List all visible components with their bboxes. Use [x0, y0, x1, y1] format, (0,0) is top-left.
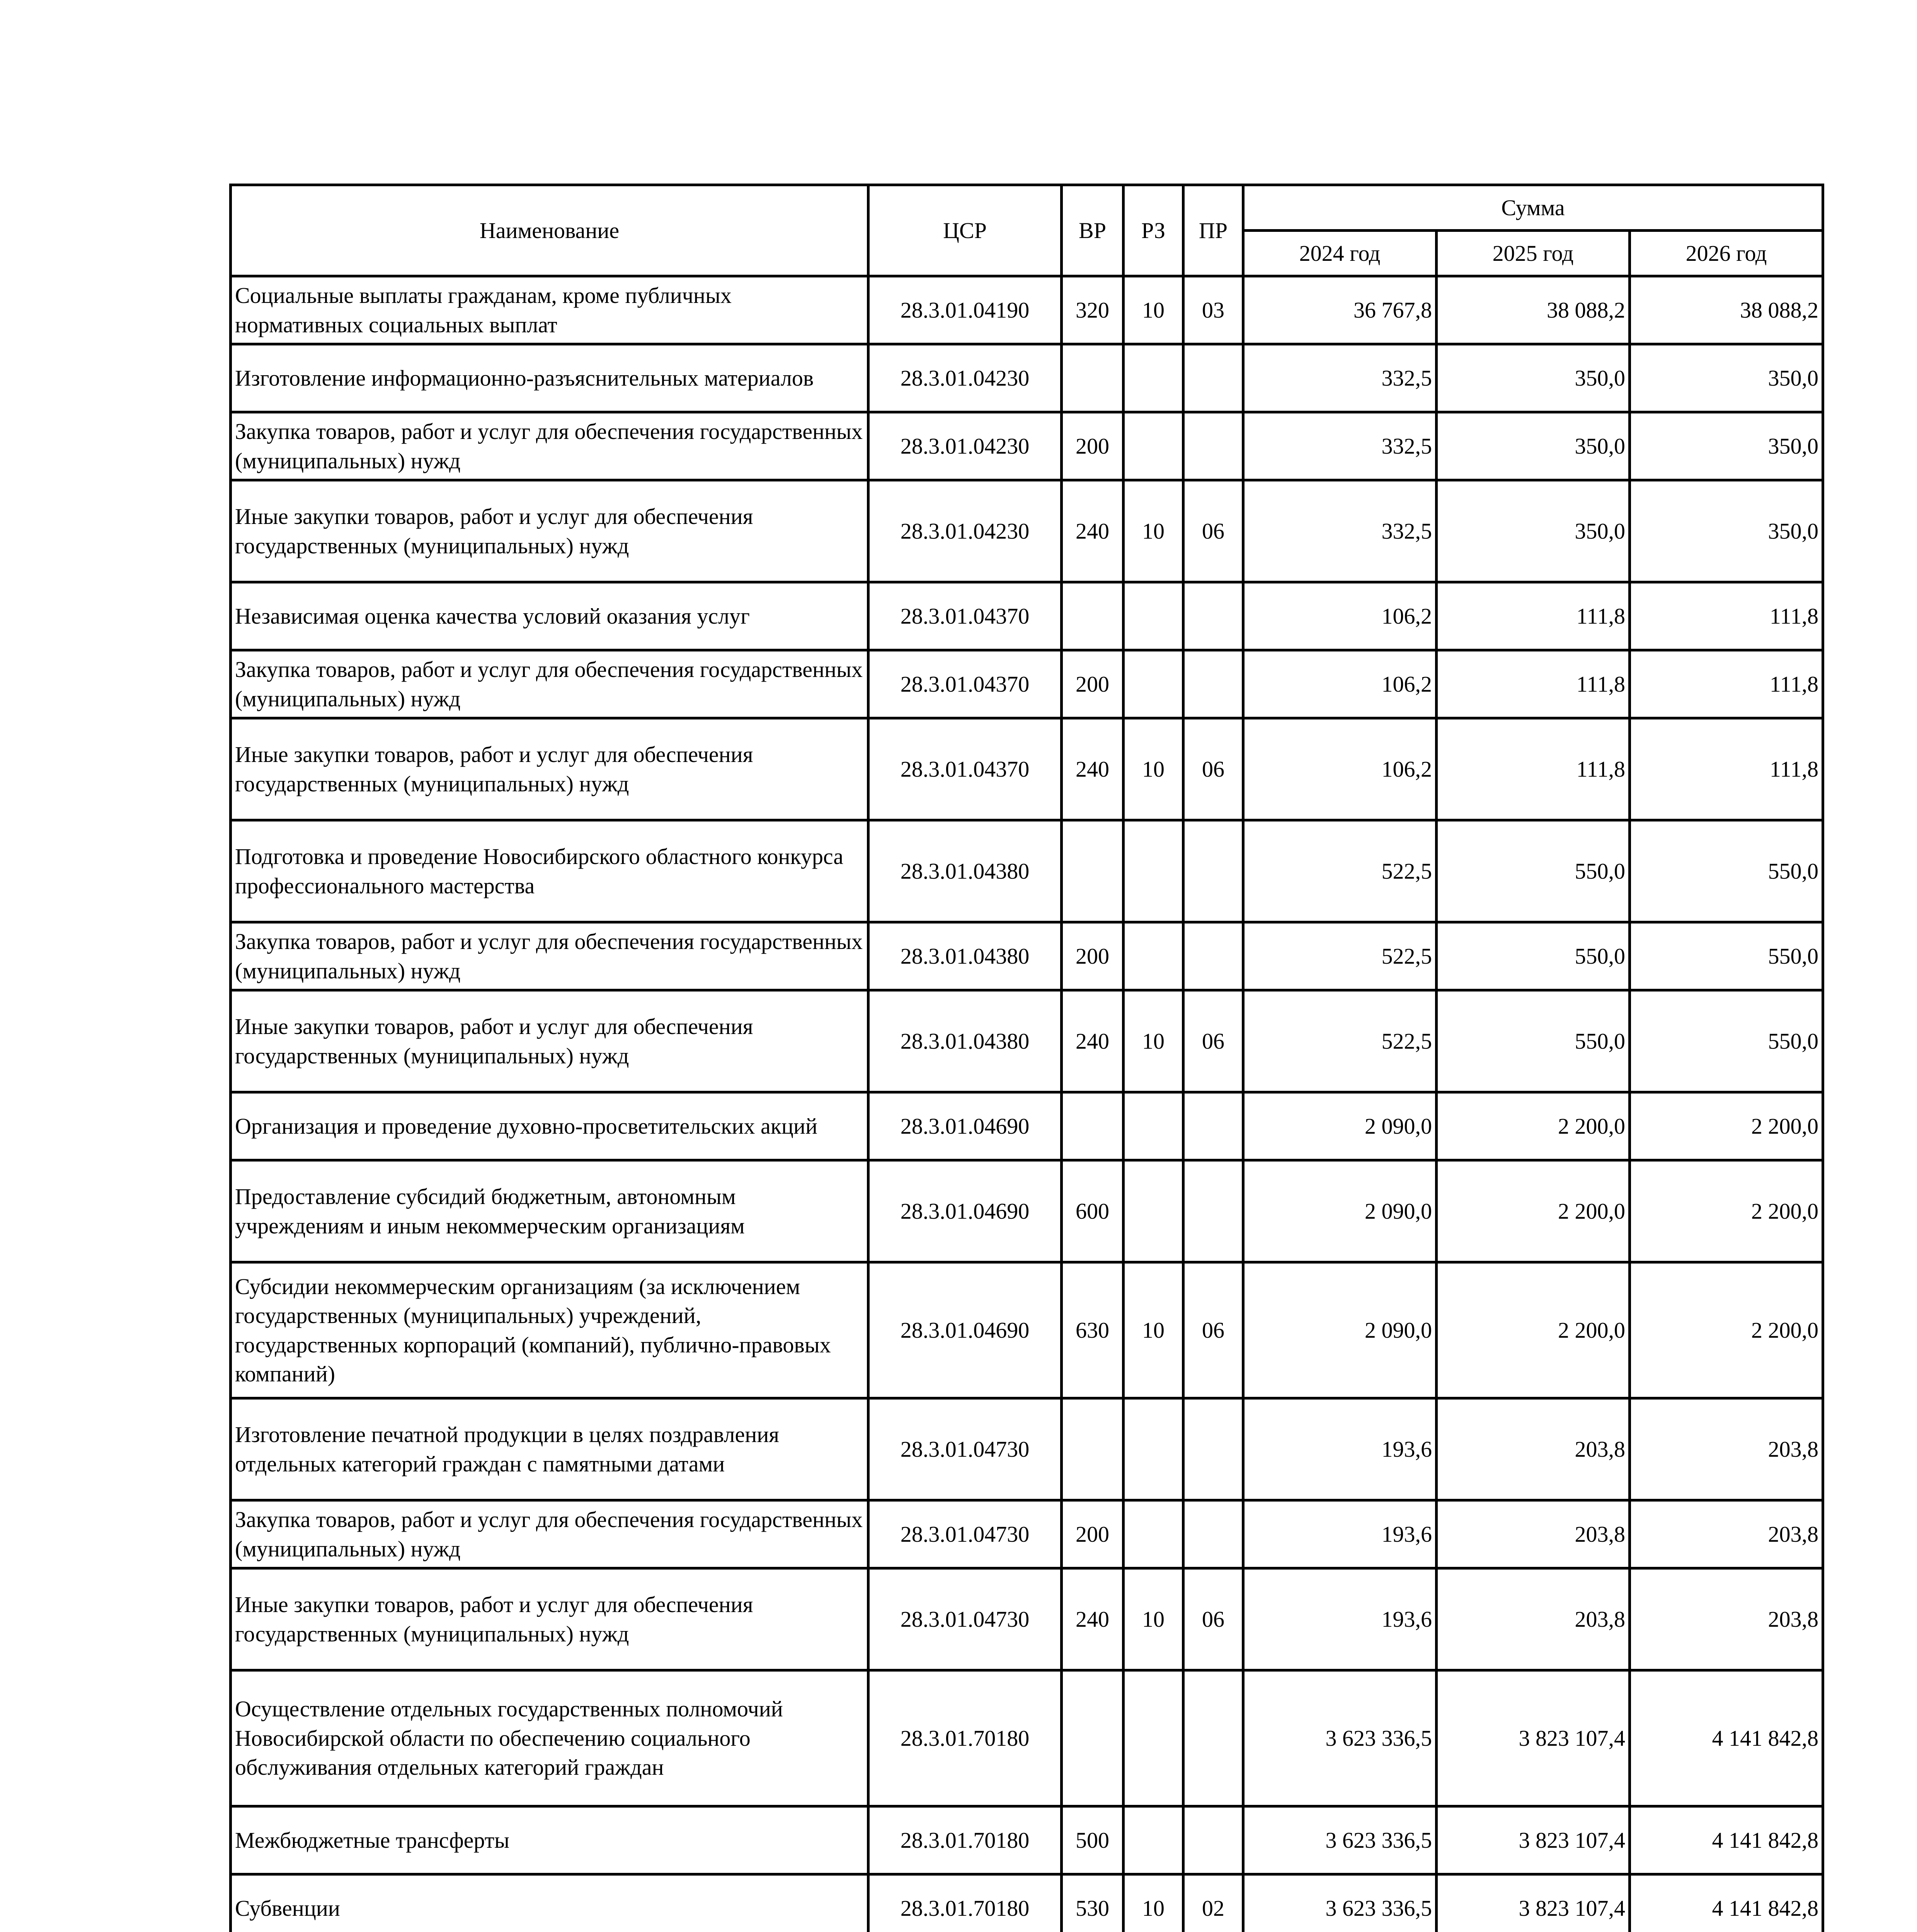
- cell-csr: 28.3.01.04690: [868, 1160, 1062, 1262]
- table-row: [231, 276, 1823, 344]
- cell-2024: 2 090,0: [1243, 1160, 1437, 1262]
- cell-csr: 28.3.01.04380: [868, 990, 1062, 1092]
- cell-vr: [1062, 344, 1124, 412]
- cell-2026: 350,0: [1630, 412, 1823, 480]
- cell-2024: 193,6: [1243, 1568, 1437, 1670]
- cell-2026: 350,0: [1630, 344, 1823, 412]
- table-row: [231, 1500, 1823, 1568]
- cell-pr: [1183, 922, 1243, 990]
- table-row: [231, 650, 1823, 718]
- cell-2025: 203,8: [1437, 1398, 1630, 1500]
- cell-name: Закупка товаров, работ и услуг для обеспечения государственных (муниципальных) нужд: [231, 650, 868, 718]
- cell-2026: 4 141 842,8: [1630, 1670, 1823, 1806]
- cell-vr: 240: [1062, 480, 1124, 582]
- cell-pr: 03: [1183, 276, 1243, 344]
- cell-vr: 600: [1062, 1160, 1124, 1262]
- cell-name: Иные закупки товаров, работ и услуг для обеспечения государственных (муниципальных) нужд: [231, 480, 868, 582]
- cell-rz: [1124, 412, 1183, 480]
- cell-2025: 2 200,0: [1437, 1262, 1630, 1398]
- cell-2024: 3 623 336,5: [1243, 1806, 1437, 1874]
- cell-2026: 4 141 842,8: [1630, 1806, 1823, 1874]
- cell-2025: 550,0: [1437, 922, 1630, 990]
- cell-2026: 4 141 842,8: [1630, 1874, 1823, 1932]
- cell-vr: 200: [1062, 412, 1124, 480]
- cell-pr: 06: [1183, 480, 1243, 582]
- cell-rz: [1124, 582, 1183, 650]
- cell-rz: 10: [1124, 1568, 1183, 1670]
- table-row: [231, 718, 1823, 820]
- cell-csr: 28.3.01.04690: [868, 1092, 1062, 1160]
- cell-2024: 522,5: [1243, 922, 1437, 990]
- cell-name: Закупка товаров, работ и услуг для обеспечения государственных (муниципальных) нужд: [231, 922, 868, 990]
- cell-pr: 06: [1183, 718, 1243, 820]
- cell-2024: 332,5: [1243, 344, 1437, 412]
- cell-rz: [1124, 1398, 1183, 1500]
- cell-name: Иные закупки товаров, работ и услуг для обеспечения государственных (муниципальных) нужд: [231, 990, 868, 1092]
- cell-vr: [1062, 582, 1124, 650]
- table-row: [231, 1262, 1823, 1398]
- table-row: [231, 1398, 1823, 1500]
- cell-csr: 28.3.01.04380: [868, 922, 1062, 990]
- cell-pr: [1183, 1670, 1243, 1806]
- cell-name: Социальные выплаты гражданам, кроме публичных нормативных социальных выплат: [231, 276, 868, 344]
- cell-rz: 10: [1124, 480, 1183, 582]
- table-row: [231, 1670, 1823, 1806]
- cell-rz: [1124, 650, 1183, 718]
- cell-2026: 550,0: [1630, 922, 1823, 990]
- cell-2025: 38 088,2: [1437, 276, 1630, 344]
- cell-name: Осуществление отдельных государственных полномочий Новосибирской области по обеспечению социального обслуживания отдельных категорий граждан: [231, 1670, 868, 1806]
- cell-2025: 2 200,0: [1437, 1160, 1630, 1262]
- cell-name: Закупка товаров, работ и услуг для обеспечения государственных (муниципальных) нужд: [231, 412, 868, 480]
- cell-vr: [1062, 1092, 1124, 1160]
- cell-csr: 28.3.01.04730: [868, 1500, 1062, 1568]
- cell-name: Независимая оценка качества условий оказания услуг: [231, 582, 868, 650]
- cell-vr: 320: [1062, 276, 1124, 344]
- cell-vr: 200: [1062, 650, 1124, 718]
- cell-2025: 203,8: [1437, 1568, 1630, 1670]
- cell-csr: 28.3.01.04230: [868, 344, 1062, 412]
- cell-2024: 522,5: [1243, 990, 1437, 1092]
- cell-2025: 2 200,0: [1437, 1092, 1630, 1160]
- cell-2026: 38 088,2: [1630, 276, 1823, 344]
- cell-2024: 106,2: [1243, 582, 1437, 650]
- cell-2024: 193,6: [1243, 1398, 1437, 1500]
- header-vr: ВР: [1062, 185, 1124, 276]
- cell-rz: [1124, 1092, 1183, 1160]
- cell-csr: 28.3.01.04690: [868, 1262, 1062, 1398]
- cell-2026: 550,0: [1630, 990, 1823, 1092]
- cell-2026: 111,8: [1630, 650, 1823, 718]
- cell-name: Изготовление информационно-разъяснительных материалов: [231, 344, 868, 412]
- cell-2026: 111,8: [1630, 718, 1823, 820]
- cell-csr: 28.3.01.04370: [868, 650, 1062, 718]
- cell-2025: 111,8: [1437, 718, 1630, 820]
- cell-pr: 06: [1183, 1262, 1243, 1398]
- cell-vr: 200: [1062, 922, 1124, 990]
- cell-pr: [1183, 820, 1243, 922]
- cell-2025: 111,8: [1437, 582, 1630, 650]
- cell-name: Субвенции: [231, 1874, 868, 1932]
- cell-2024: 332,5: [1243, 480, 1437, 582]
- cell-2025: 111,8: [1437, 650, 1630, 718]
- cell-2026: 350,0: [1630, 480, 1823, 582]
- cell-rz: [1124, 1160, 1183, 1262]
- cell-vr: 630: [1062, 1262, 1124, 1398]
- cell-2026: 111,8: [1630, 582, 1823, 650]
- cell-vr: 500: [1062, 1806, 1124, 1874]
- cell-pr: [1183, 1398, 1243, 1500]
- cell-csr: 28.3.01.70180: [868, 1874, 1062, 1932]
- cell-2025: 550,0: [1437, 820, 1630, 922]
- cell-rz: [1124, 344, 1183, 412]
- cell-name: Межбюджетные трансферты: [231, 1806, 868, 1874]
- table-row: [231, 1568, 1823, 1670]
- cell-pr: [1183, 582, 1243, 650]
- table-row: [231, 344, 1823, 412]
- cell-pr: [1183, 412, 1243, 480]
- header-csr: ЦСР: [868, 185, 1062, 276]
- table-row: [231, 1092, 1823, 1160]
- cell-csr: 28.3.01.04230: [868, 480, 1062, 582]
- header-sum: Сумма: [1243, 185, 1823, 231]
- cell-2026: 2 200,0: [1630, 1092, 1823, 1160]
- cell-2024: 2 090,0: [1243, 1262, 1437, 1398]
- cell-2025: 550,0: [1437, 990, 1630, 1092]
- cell-csr: 28.3.01.04730: [868, 1398, 1062, 1500]
- table-row: [231, 480, 1823, 582]
- cell-2026: 2 200,0: [1630, 1160, 1823, 1262]
- cell-2024: 3 623 336,5: [1243, 1670, 1437, 1806]
- cell-pr: 06: [1183, 990, 1243, 1092]
- table-row: [231, 412, 1823, 480]
- cell-name: Иные закупки товаров, работ и услуг для обеспечения государственных (муниципальных) нужд: [231, 718, 868, 820]
- cell-2024: 106,2: [1243, 650, 1437, 718]
- cell-2024: 332,5: [1243, 412, 1437, 480]
- table-row: [231, 1160, 1823, 1262]
- cell-name: Закупка товаров, работ и услуг для обеспечения государственных (муниципальных) нужд: [231, 1500, 868, 1568]
- cell-pr: [1183, 1500, 1243, 1568]
- header-rz: РЗ: [1124, 185, 1183, 276]
- cell-pr: [1183, 650, 1243, 718]
- cell-name: Изготовление печатной продукции в целях поздравления отдельных категорий граждан с памятными датами: [231, 1398, 868, 1500]
- cell-csr: 28.3.01.04370: [868, 718, 1062, 820]
- cell-rz: 10: [1124, 276, 1183, 344]
- table-row: [231, 1874, 1823, 1932]
- cell-rz: [1124, 1500, 1183, 1568]
- cell-csr: 28.3.01.04230: [868, 412, 1062, 480]
- cell-2024: 2 090,0: [1243, 1092, 1437, 1160]
- cell-2026: 203,8: [1630, 1398, 1823, 1500]
- cell-name: Предоставление субсидий бюджетным, автономным учреждениям и иным некоммерческим организациям: [231, 1160, 868, 1262]
- cell-csr: 28.3.01.70180: [868, 1670, 1062, 1806]
- cell-2025: 203,8: [1437, 1500, 1630, 1568]
- cell-rz: 10: [1124, 1874, 1183, 1932]
- cell-name: Субсидии некоммерческим организациям (за исключением государственных (муниципальных) учреждений, государственных корпораций (компаний), публично-правовых компаний): [231, 1262, 868, 1398]
- cell-rz: [1124, 1806, 1183, 1874]
- cell-2026: 203,8: [1630, 1568, 1823, 1670]
- cell-csr: 28.3.01.04380: [868, 820, 1062, 922]
- cell-2025: 3 823 107,4: [1437, 1670, 1630, 1806]
- cell-pr: 06: [1183, 1568, 1243, 1670]
- cell-2024: 3 623 336,5: [1243, 1874, 1437, 1932]
- header-row-1: [231, 185, 1823, 231]
- cell-vr: 240: [1062, 718, 1124, 820]
- cell-2025: 350,0: [1437, 480, 1630, 582]
- cell-csr: 28.3.01.70180: [868, 1806, 1062, 1874]
- table-row: [231, 990, 1823, 1092]
- table-body: [231, 276, 1823, 1932]
- cell-rz: [1124, 922, 1183, 990]
- cell-2025: 350,0: [1437, 344, 1630, 412]
- cell-rz: 10: [1124, 1262, 1183, 1398]
- cell-rz: 10: [1124, 718, 1183, 820]
- cell-2024: 36 767,8: [1243, 276, 1437, 344]
- cell-name: Иные закупки товаров, работ и услуг для обеспечения государственных (муниципальных) нужд: [231, 1568, 868, 1670]
- cell-vr: 240: [1062, 1568, 1124, 1670]
- cell-vr: 530: [1062, 1874, 1124, 1932]
- cell-pr: [1183, 1806, 1243, 1874]
- table-row: [231, 1806, 1823, 1874]
- cell-2025: 3 823 107,4: [1437, 1806, 1630, 1874]
- cell-2025: 350,0: [1437, 412, 1630, 480]
- budget-table: [229, 184, 1824, 1932]
- header-2026: 2026 год: [1630, 231, 1823, 276]
- cell-csr: 28.3.01.04730: [868, 1568, 1062, 1670]
- cell-csr: 28.3.01.04190: [868, 276, 1062, 344]
- cell-pr: 02: [1183, 1874, 1243, 1932]
- cell-rz: 10: [1124, 990, 1183, 1092]
- cell-vr: [1062, 1670, 1124, 1806]
- header-name: Наименование: [231, 185, 868, 276]
- cell-2025: 3 823 107,4: [1437, 1874, 1630, 1932]
- cell-2026: 203,8: [1630, 1500, 1823, 1568]
- cell-pr: [1183, 344, 1243, 412]
- table-row: [231, 922, 1823, 990]
- cell-rz: [1124, 820, 1183, 922]
- cell-name: Организация и проведение духовно-просветительских акций: [231, 1092, 868, 1160]
- cell-rz: [1124, 1670, 1183, 1806]
- cell-2026: 550,0: [1630, 820, 1823, 922]
- cell-vr: [1062, 820, 1124, 922]
- table-row: [231, 820, 1823, 922]
- cell-csr: 28.3.01.04370: [868, 582, 1062, 650]
- cell-vr: [1062, 1398, 1124, 1500]
- cell-2024: 522,5: [1243, 820, 1437, 922]
- cell-2026: 2 200,0: [1630, 1262, 1823, 1398]
- cell-vr: 200: [1062, 1500, 1124, 1568]
- header-2025: 2025 год: [1437, 231, 1630, 276]
- cell-pr: [1183, 1160, 1243, 1262]
- table-row: [231, 582, 1823, 650]
- header-2024: 2024 год: [1243, 231, 1437, 276]
- cell-vr: 240: [1062, 990, 1124, 1092]
- cell-2024: 106,2: [1243, 718, 1437, 820]
- cell-pr: [1183, 1092, 1243, 1160]
- header-pr: ПР: [1183, 185, 1243, 276]
- cell-name: Подготовка и проведение Новосибирского областного конкурса профессионального мастерства: [231, 820, 868, 922]
- cell-2024: 193,6: [1243, 1500, 1437, 1568]
